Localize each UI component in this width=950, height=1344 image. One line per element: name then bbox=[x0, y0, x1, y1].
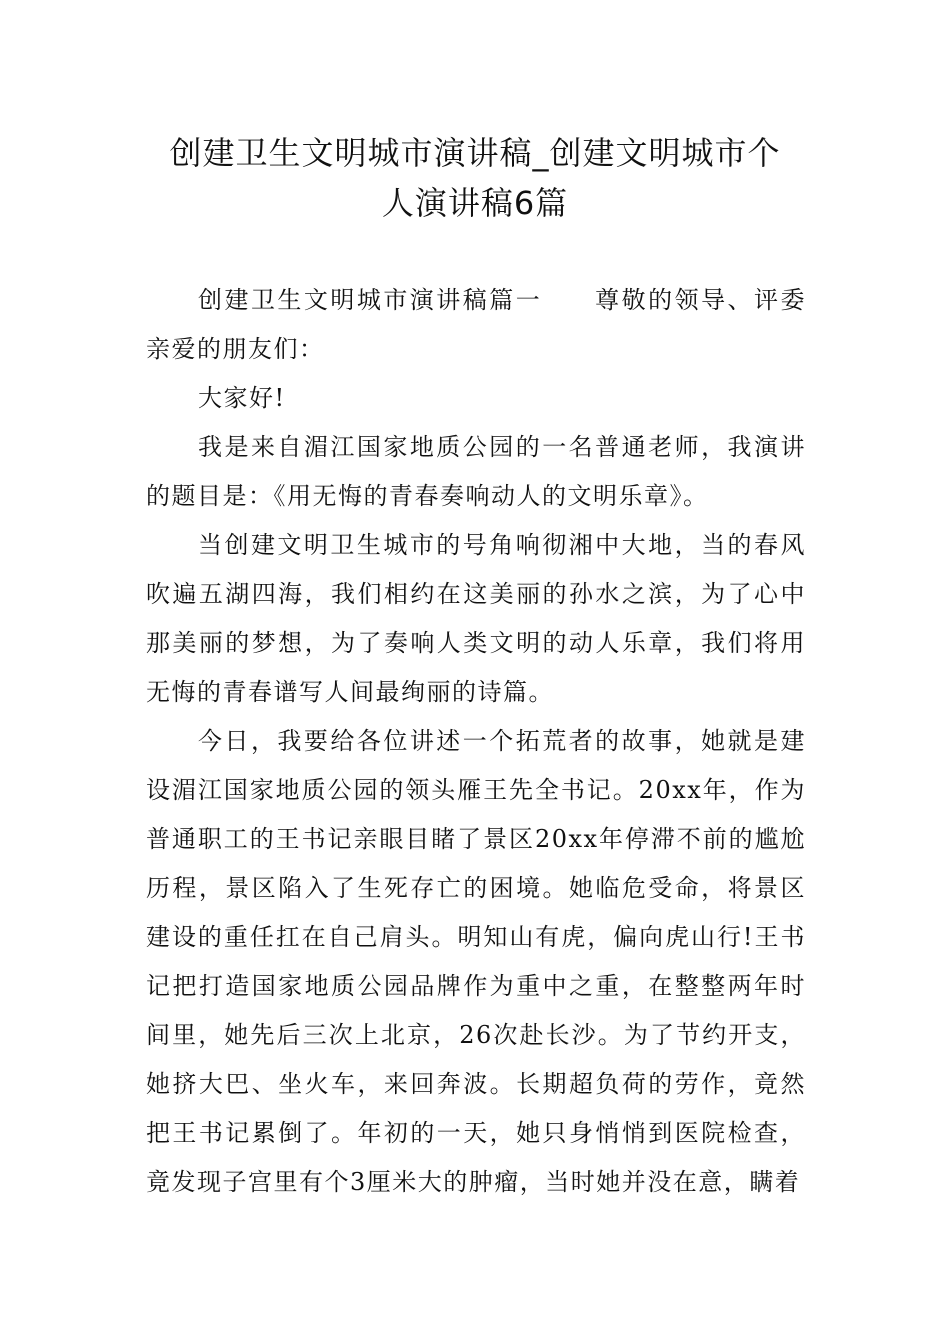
paragraph: 大家好! bbox=[198, 384, 286, 412]
title-line-1: 创建卫生文明城市演讲稿_创建文明城市个 bbox=[169, 134, 781, 172]
document-title bbox=[120, 128, 830, 228]
paragraph: 我是来自湄江国家地质公园的一名普通老师，我演讲的题目是：《用无悔的青春奏响动人的文明乐章》。 bbox=[146, 433, 806, 510]
document-body bbox=[146, 276, 806, 1207]
title-line-2: 人演讲稿6篇 bbox=[381, 184, 569, 222]
section-heading: 创建卫生文明城市演讲稿篇一 bbox=[198, 286, 543, 314]
salutation: 尊敬的领导、评委亲爱的朋友们： bbox=[146, 286, 807, 363]
paragraph: 当创建文明卫生城市的号角响彻湘中大地，当的春风吹遍五湖四海，我们相约在这美丽的孙水之滨，为了心中那美丽的梦想，为了奏响人类文明的动人乐章，我们将用无悔的青春谱写人间最绚丽的诗篇。 bbox=[146, 531, 806, 706]
opening-paragraph bbox=[146, 276, 806, 374]
paragraph: 今日，我要给各位讲述一个拓荒者的故事，她就是建设湄江国家地质公园的领头雁王先全书记。20xx年，作为普通职工的王书记亲眼目睹了景区20xx年停滞不前的尴尬历程，景区陷入了生死存亡的困境。她临危受命，将景区建设的重任扛在自己肩头。明知山有虎，偏向虎山行!王书记把打造国家地质公园品牌作为重中之重，在整整两年时间里，她先后三次上北京，26次赴长沙。为了节约开支，她挤大巴、坐火车，来回奔波。长期超负荷的劳作，竟然把王书记累倒了。年初的一天，她只身悄悄到医院检查，竟发现子宫里有个3厘米大的肿瘤，当时她并没在意，瞒着 bbox=[146, 727, 806, 1196]
